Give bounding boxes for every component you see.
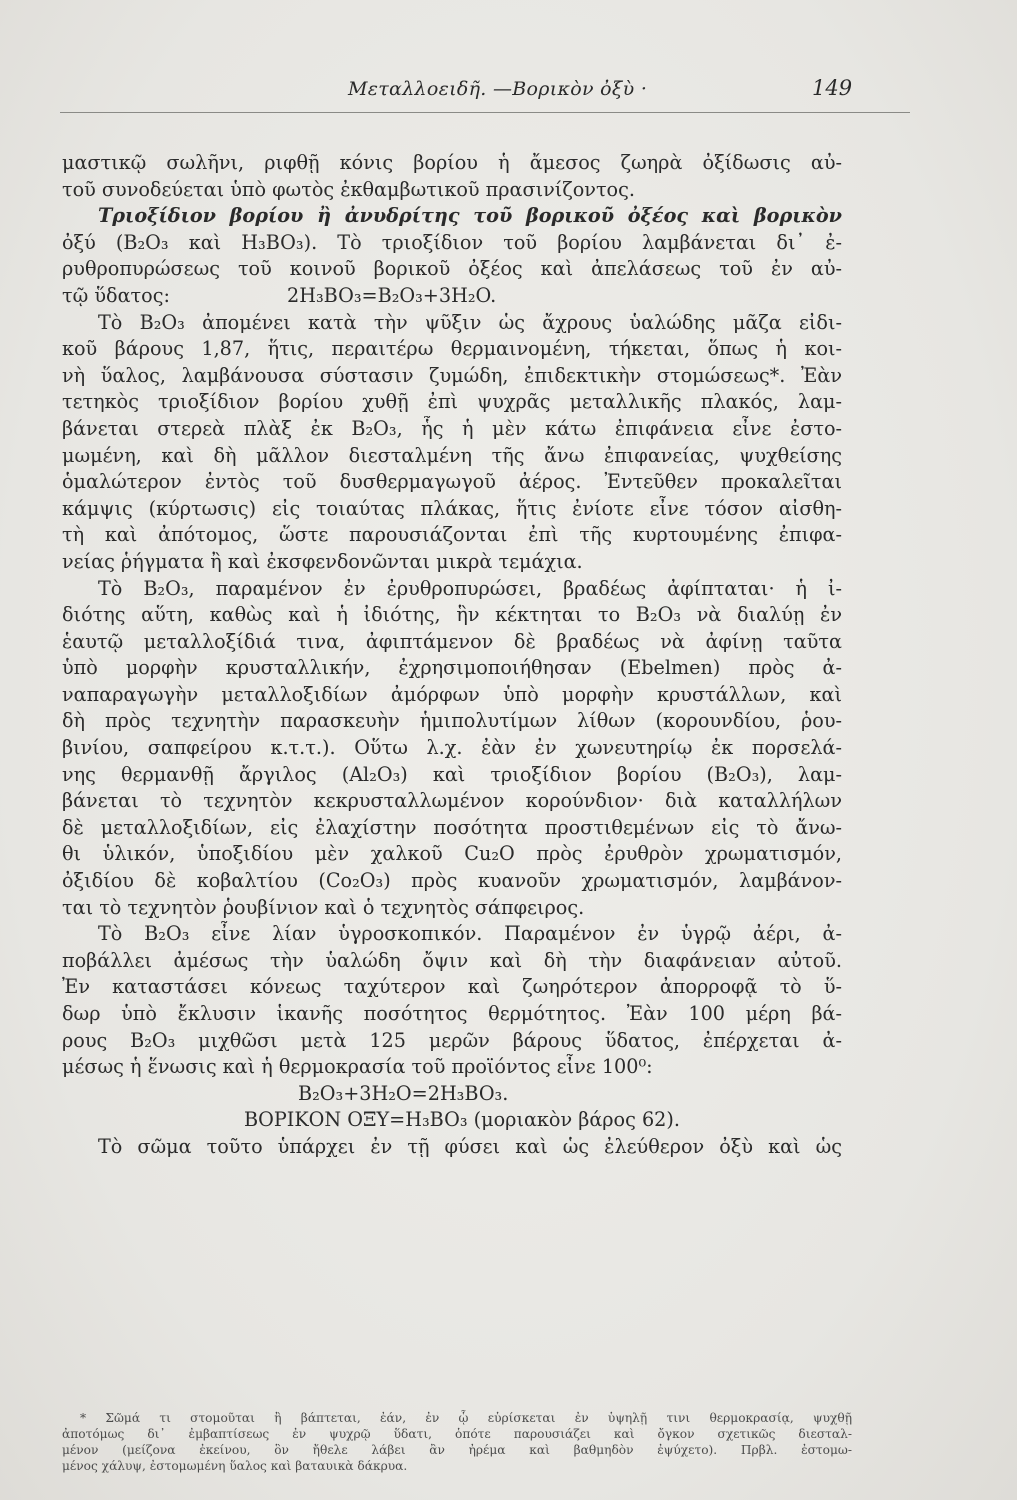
text-line: μέσως ἡ ἕνωσις καὶ ἡ θερμοκρασία τοῦ προϊόντος εἶνε 100⁰:: [62, 1055, 653, 1079]
text-line: νης θερμανθῇ ἄργιλος (Al₂O₃) καὶ τριοξίδιον βορίου (B₂O₃), λαμ-: [62, 762, 842, 786]
text-line: δὴ πρὸς τεχνητὴν παρασκευὴν ἡμιπολυτίμων λίθων (κορουνδίου, ῥου-: [62, 709, 842, 733]
text-line: ρυθροπυρώσεως τοῦ κοινοῦ βορικοῦ ὀξέος καὶ ἀπελάσεως τοῦ ἐν αὐ-: [62, 257, 842, 281]
text-line: τοῦ συνοδεύεται ὑπὸ φωτὸς ἐκθαμβωτικοῦ πρασινίζοντος.: [62, 177, 635, 201]
text-line: νείας ῥήγματα ἢ καὶ ἐκσφενδονῶνται μικρὰ τεμάχια.: [62, 549, 583, 573]
text-line: τὴ καὶ ἀπότομος, ὥστε παρουσιάζονται ἐπὶ τῆς κυρτουμένης ἐπιφα-: [62, 523, 842, 547]
text-line: Τὸ B₂O₃ ἀπομένει κατὰ τὴν ψῦξιν ὡς ἄχρους ὑαλώδης μᾶζα εἰδι-: [98, 310, 842, 334]
text-line: μαστικῷ σωλῆνι, ριφθῇ κόνις βορίου ἡ ἄμεσος ζωηρὰ ὀξίδωσις αὐ-: [62, 151, 842, 174]
text-line: ὑπὸ μορφὴν κρυσταλλικήν, ἐχρησιμοποιήθησαν (Ebelmen) πρὸς ἀ-: [62, 656, 842, 680]
text-line: ναπαραγωγὴν μεταλλοξιδίων ἀμόρφων ὑπὸ μορφὴν κρυστάλλων, καὶ: [62, 682, 842, 706]
text-line: βάνεται στερεὰ πλὰξ ἐκ B₂O₃, ἧς ἡ μὲν κάτω ἐπιφάνεια εἶνε ἐστο-: [62, 416, 842, 440]
text-line: δωρ ὑπὸ ἔκλυσιν ἱκανῆς ποσότητος θερμότητος. Ἐὰν 100 μέρη βά-: [62, 1002, 842, 1025]
section-title: ΒΟΡΙΚΟΝ ΟΞΥ=H₃BO₃ (μοριακὸν βάρος 62).: [244, 1108, 680, 1132]
text-line: ρους B₂O₃ μιχθῶσι μετὰ 125 μερῶν βάρους ὕδατος, ἐπέρχεται ἀ-: [62, 1028, 842, 1052]
text-line: τετηκὸς τριοξίδιον βορίου χυθῇ ἐπὶ ψυχρᾶς μεταλλικῆς πλακός, λαμ-: [62, 390, 842, 414]
text-line-with-equation: [62, 283, 842, 310]
text-line: Τὸ B₂O₃ εἶνε λίαν ὑγροσκοπικόν. Παραμένον ἐν ὑγρῷ ἀέρι, ἀ-: [98, 922, 842, 946]
text-line: ται τὸ τεχνητὸν ῥουβίνιον καὶ ὁ τεχνητὸς σάπφειρος.: [62, 895, 585, 919]
section-heading: Τριοξίδιον βορίου ἢ ἀνυδρίτης τοῦ βορικοῦ ὀξέος καὶ βορικὸν: [98, 204, 842, 228]
text-line: Ἐν καταστάσει κόνεως ταχύτερον καὶ ζωηρότερον ἀπορροφᾷ τὸ ὕ-: [62, 975, 842, 999]
body-text: [62, 150, 842, 1161]
footnote-line: μένος χάλυψ, ἐστομωμένη ὕαλος καὶ βαταυικὰ δάκρυα.: [62, 1459, 408, 1473]
footnotes: [62, 1410, 852, 1474]
text-line: Τὸ σῶμα τοῦτο ὑπάρχει ἐν τῇ φύσει καὶ ὡς ἐλεύθερον ὀξὺ καὶ ὡς: [98, 1134, 842, 1158]
page-header: [60, 76, 960, 106]
text-line: θι ὑλικόν, ὑποξιδίου μὲν χαλκοῦ Cu₂O πρὸς ἐρυθρὸν χρωματισμόν,: [62, 842, 842, 866]
text-line: ὀξύ (B₂O₃ καὶ H₃BO₃). Τὸ τριοξίδιον τοῦ βορίου λαμβάνεται δι᾽ ἐ-: [62, 230, 842, 254]
text-line: ἑαυτῷ μεταλλοξίδιά τινα, ἀφιπτάμενον δὲ βραδέως νὰ ἀφίνῃ ταῦτα: [62, 629, 842, 653]
running-head: Μεταλλοειδῆ. —Βορικὸν ὀξὺ ·: [348, 78, 648, 100]
footnote-line: ἀποτόμως δι᾽ ἐμβαπτίσεως ἐν ψυχρῷ ὕδατι, ὁπότε παρουσιάζει καὶ ὄγκον σχετικῶς διεσταλ-: [62, 1427, 852, 1441]
text-line: κάμψις (κύρτωσις) εἰς τοιαύτας πλάκας, ἥτις ἐνίοτε εἶνε τόσον αἰσθη-: [62, 496, 842, 520]
text-line: νὴ ὕαλος, λαμβάνουσα σύστασιν ζυμώδη, ἐπιδεκτικὴν στομώσεως*. Ἐὰν: [62, 363, 842, 387]
text-line: βάνεται τὸ τεχνητὸν κεκρυσταλλωμένον κορούνδιον· διὰ καταλλήλων: [62, 789, 842, 813]
text-fragment: τῷ ὕδατος:: [62, 283, 170, 307]
footnote-line: * Σῶμά τι στομοῦται ἢ βάπτεται, ἐάν, ἐν ᾧ εὑρίσκεται ἐν ὑψηλῇ τινι θερμοκρασίᾳ, ψυχθῇ: [80, 1411, 852, 1425]
text-line: Τὸ B₂O₃, παραμένον ἐν ἐρυθροπυρώσει, βραδέως ἀφίπταται· ἡ ἰ-: [98, 576, 842, 600]
text-line: μωμένη, καὶ δὴ μᾶλλον διεσταλμένη τῆς ἄνω ἐπιφανείας, ψυχθείσης: [62, 443, 842, 467]
equation: 2H₃BO₃=B₂O₃+3H₂O.: [287, 283, 497, 307]
text-line: δὲ μεταλλοξιδίων, εἰς ἐλαχίστην ποσότητα προστιθεμένων εἰς τὸ ἄνω-: [62, 815, 842, 839]
text-line: κοῦ βάρους 1,87, ἥτις, περαιτέρω θερμαινομένη, τήκεται, ὅπως ἡ κοι-: [62, 337, 842, 361]
text-line: ὁμαλώτερον ἐντὸς τοῦ δυσθερμαγωγοῦ ἀέρος. Ἐντεῦθεν προκαλεῖται: [62, 470, 842, 494]
text-line: ποβάλλει ἀμέσως τὴν ὑαλώδη ὄψιν καὶ δὴ τὴν διαφάνειαν αὐτοῦ.: [62, 948, 842, 972]
footnote-line: μένον (μείζονα ἐκείνου, ὃν ἤθελε λάβει ἂν ἠρέμα καὶ βαθμηδὸν ἐψύχετο). Πρβλ. ἐστομω-: [62, 1443, 852, 1457]
text-line: ὀξιδίου δὲ κοβαλτίου (Co₂O₃) πρὸς κυανοῦν χρωματισμόν, λαμβάνον-: [62, 869, 842, 893]
text-line: βινίου, σαπφείρου κ.τ.τ.). Οὕτω λ.χ. ἐὰν ἐν χωνευτηρίῳ ἐκ πορσελά-: [62, 736, 842, 760]
equation: B₂O₃+3H₂O=2H₃BO₃.: [298, 1081, 509, 1105]
page-number: 149: [812, 76, 853, 100]
text-line: διότης αὕτη, καθὼς καὶ ἡ ἰδιότης, ἣν κέκτηται το B₂O₃ νὰ διαλύῃ ἐν: [62, 603, 842, 627]
header-rule: [60, 112, 910, 113]
